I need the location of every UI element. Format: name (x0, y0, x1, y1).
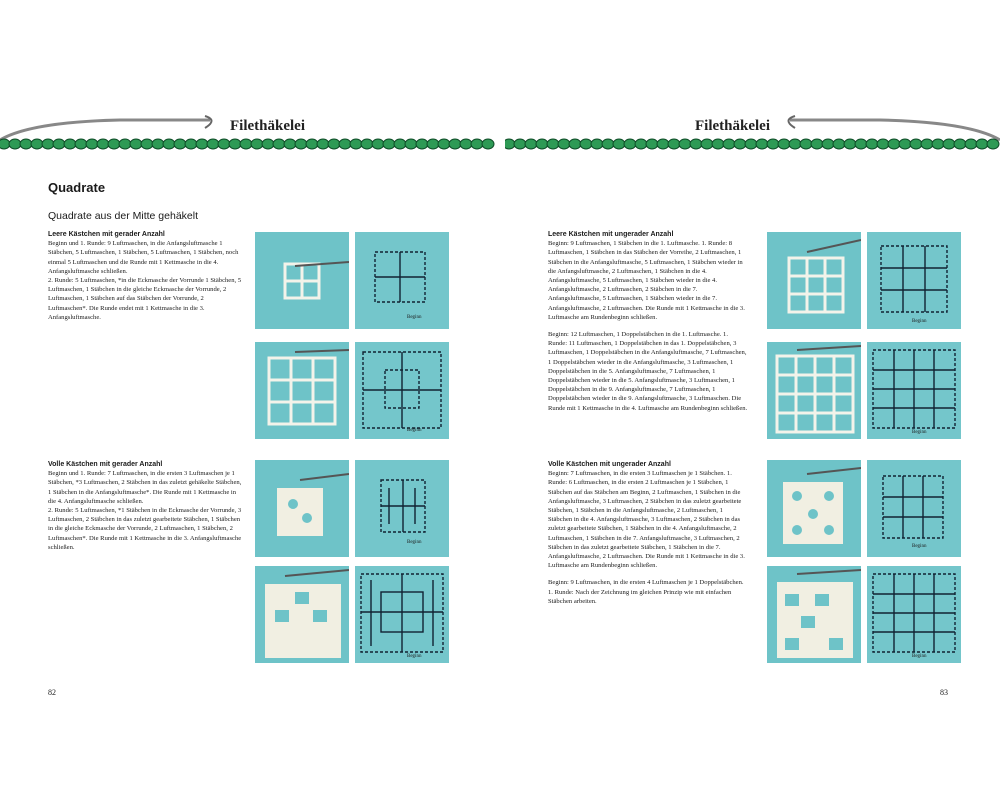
crochet-diagram (867, 232, 961, 329)
crochet-photo (255, 460, 349, 557)
section-full-odd (548, 460, 748, 613)
crochet-diagram (867, 342, 961, 439)
section-paragraph: 2. Runde: 5 Luftmaschen, *in die Eckmasche der Vorrunde 1 Stäbchen, 5 Luftmaschen, 1 Stäbchen in die gleiche Eckmasche der Vorrunde, 2 Luftmaschen, 1 Stäbchen auf das Stäbchen der Vorrunde, 2 Luftmaschen*. Die Runde endet mit 1 Kettmasche in die 3. Anfangsluftmasche. (48, 277, 242, 321)
crochet-diagram (355, 460, 449, 557)
page-number: 83 (940, 688, 948, 697)
diagram-label: Beginn (407, 428, 422, 433)
section-full-even (48, 460, 244, 559)
diagram-label: Beginn (407, 315, 422, 320)
crochet-photo (767, 566, 861, 663)
section-title: Volle Kästchen mit gerader Anzahl (48, 461, 163, 468)
section-paragraph: 2. Runde: 5 Luftmaschen, *1 Stäbchen in die Eckmasche der Vorrunde, 3 Luftmaschen, 2 Stäbchen in das zuletzt gearbeitete Stäbchen, 1 Stäbchen in die gleiche Eckmasche der Vorrunde, 2 Luftmaschen, 1 Stäbchen, 2 Luftmaschen*. Die Runde mit 1 Kettmasche in die 3. Anfangsluftmasche schließen. (48, 507, 242, 551)
section-empty-even (48, 230, 244, 329)
crochet-photo (255, 232, 349, 329)
section-paragraph: Beginn: 9 Luftmaschen, 1 Stäbchen in die 1. Luftmasche. 1. Runde: 8 Luftmaschen, 1 Stäbchen in das Stäbchen der Vorreihe, 2 Luftmaschen, 1 Stäbchen in die Anfangsluftmasche, 5 Luftmaschen, 1 Stäbchen wieder in die Anfangsluftmasche, 2 Luftmaschen, 1 Stäbchen in die 4. Anfangsluftmasche, 5 Luftmaschen, 1 Stäbchen wieder in die 4. Anfangsluftmasche, 2 Luftmaschen, 2 Stäbchen in die 7. Anfangsluftmasche, 5 Luftmaschen, 1 Stäbchen wieder in die 7. Anfangsluftmasche, 2 Luftmaschen. Die Runde mit 1 Kettmasche in die 3. Luftmasche am Rundenbeginn schließen. (548, 240, 745, 321)
crochet-diagram (355, 566, 449, 663)
section-title: Leere Kästchen mit gerader Anzahl (48, 231, 165, 238)
diagram-label: Beginn (912, 654, 927, 659)
diagram-label: Beginn (407, 654, 422, 659)
page-heading: Quadrate (48, 180, 106, 195)
diagram-label: Beginn (912, 430, 927, 435)
section-paragraph: Beginn und 1. Runde: 9 Luftmaschen, in die Anfangsluftmasche 1 Stäbchen, 5 Luftmaschen, 1 Stäbchen, 5 Luftmaschen, 1 Stäbchen, noch einmal 5 Luftmaschen und die Runde mit 1 Kettmasche in die 4. Anfangsluftmasche schließen. (48, 240, 239, 275)
section-empty-odd (548, 230, 748, 420)
diagram-label: Beginn (912, 544, 927, 549)
crochet-photo (767, 342, 861, 439)
running-head: Filethäkelei (695, 118, 770, 134)
section-paragraph: Beginn: 9 Luftmaschen, in die ersten 4 Luftmaschen je 1 Doppelstäbchen. 1. Runde: Nach der Zeichnung im gleichen Prinzip wie mit einfachen Stäbchen arbeiten. (548, 579, 744, 605)
crochet-diagram (355, 232, 449, 329)
page-subheading: Quadrate aus der Mitte gehäkelt (48, 210, 199, 222)
section-title: Volle Kästchen mit ungerader Anzahl (548, 461, 671, 468)
crochet-photo (767, 460, 861, 557)
section-paragraph: Beginn: 12 Luftmaschen, 1 Doppelstäbchen in die 1. Luftmasche. 1. Runde: 11 Luftmaschen, 1 Doppelstäbchen in das 1. Doppelstäbchen, 3 Luftmaschen, 1 Doppelstäbchen in die Anfangsluftmasche, 7 Luftmaschen, 1 Doppelstäbchen wieder in die Anfangsluftmasche, 3 Luftmaschen, 1 Doppelstäbchen in die 5. Anfangsluftmasche, 7 Luftmaschen, 1 Doppelstäbchen wieder in die 5. Anfangsluftmasche, 3 Luftmaschen, 1 Doppelstäbchen in die 9. Anfangsluftmasche, 7 Luftmaschen, 1 Doppelstäbchen wieder in die 9. Anfangsluftmasche, 3 Luftmaschen. Die Runde mit 1 Kettmasche in die 4. Luftmasche am Rundenbeginn schließen. (548, 331, 748, 412)
section-paragraph: Beginn und 1. Runde: 7 Luftmaschen, in die ersten 3 Luftmaschen je 1 Stäbchen, *3 Luftmaschen, 2 Stäbchen in das zuletzt gehäkelte Stäbchen, 1 Stäbchen in die Anfangsluftmasche*. Die Runde mit 1 Kettmasche in die 4. Anfangsluftmasche schließen. (48, 470, 242, 505)
crochet-diagram (867, 460, 961, 557)
crochet-diagram (867, 566, 961, 663)
crochet-photo (255, 342, 349, 439)
crochet-diagram (355, 342, 449, 439)
section-paragraph: Beginn: 7 Luftmaschen, in die ersten 3 Luftmaschen je 1 Stäbchen. 1. Runde: 6 Luftmaschen, in die ersten 2 Luftmaschen je 1 Stäbchen, 1 Stäbchen auf das Stäbchen am Beginn, 2 Luftmaschen, 1 Stäbchen in die Anfangsluftmasche, 3 Luftmaschen, 2 Stäbchen in das zuletzt gearbeitete Stäbchen, 1 Stäbchen in die Anfangsluftmasche, 2 Luftmaschen, 1 Stäbchen in die 4. Anfangsluftmasche, 3 Luftmaschen, 2 Stäbchen in das zuletzt gearbeitete Stäbchen, 1 Stäbchen in die 4. Anfangsluftmasche, 2 Luftmaschen, 1 Stäbchen in die 7. Anfangsluftmasche, 3 Luftmaschen, 2 Stäbchen in das zuletzt gearbeitete Stäbchen, 1 Stäbchen in die 7. Anfangsluftmasche, 2 Luftmaschen. Die Runde mit 1 Kettmasche in die 3. Luftmasche am Rundenbeginn schließen. (548, 470, 745, 570)
section-title: Leere Kästchen mit ungerader Anzahl (548, 231, 674, 238)
diagram-label: Beginn (912, 319, 927, 324)
running-head: Filethäkelei (230, 118, 305, 134)
crochet-photo (255, 566, 349, 663)
diagram-label: Beginn (407, 540, 422, 545)
crochet-photo (767, 232, 861, 329)
page-number: 82 (48, 688, 56, 697)
right-page (500, 0, 1000, 800)
